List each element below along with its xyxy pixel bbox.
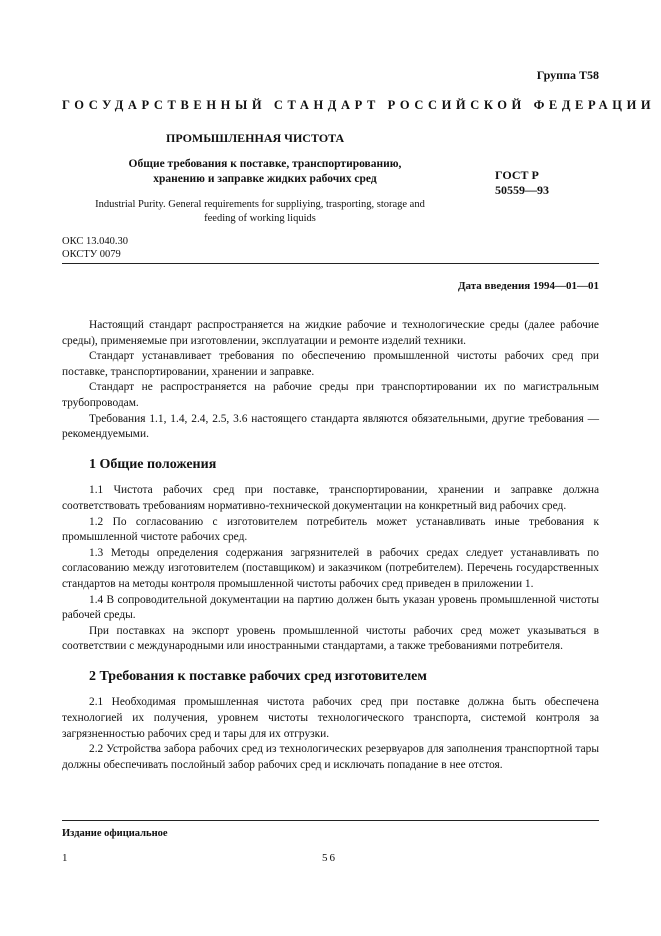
group-code: Группа Т58 <box>536 68 599 82</box>
edition-label: Издание официальное <box>62 828 168 839</box>
section-2-title: 2 Требования к поставке рабочих сред изготовителем <box>89 668 427 684</box>
intro-paragraph: Стандарт не распространяется на рабочие среды при транспортировании их по магистральным трубопроводам. <box>62 381 599 409</box>
document-topic: ПРОМЫШЛЕННАЯ ЧИСТОТА <box>166 131 345 145</box>
gost-code: 50559—93 <box>495 183 549 197</box>
okstu-code: ОКСТУ 0079 <box>62 249 121 260</box>
english-title-line-1: Industrial Purity. General requirements for suppliying, trasporting, storage and <box>95 199 425 210</box>
section-1-paragraph: 1.3 Методы определения содержания загрязнителей в рабочих средах следует устанавливать по согласованию между изготовителем (поставщиком) и заказчиком (потребителем). Перечень государственных стандартов на методы контроля промышленной чистоты рабочих сред приведен в приложении 1. <box>62 546 599 590</box>
page-number-center: 56 <box>322 852 337 864</box>
gost-label: ГОСТ Р <box>495 168 539 182</box>
subtitle-line-1: Общие требования к поставке, транспортированию, <box>128 158 402 170</box>
english-title-line-2: feeding of working liquids <box>204 213 316 224</box>
footer-divider <box>62 820 599 821</box>
section-1-paragraph: 1.1 Чистота рабочих сред при поставке, транспортировании, хранении и заправке должна соответствовать требованиям нормативно-технической документации на конкретный вид рабочих сред. <box>62 484 599 512</box>
section-1-paragraph: 1.2 По согласованию с изготовителем потребитель может устанавливать иные требования к промышленной чистоте рабочих сред. <box>62 515 599 544</box>
intro-paragraph: Стандарт устанавливает требования по обеспечению промышленной чистоты рабочих сред при поставке, транспортировании, хранении и заправке. <box>62 350 599 378</box>
gost-number <box>495 168 549 198</box>
oks-code: ОКС 13.040.30 <box>62 236 128 247</box>
classification-codes <box>62 235 128 261</box>
english-title <box>70 198 450 226</box>
intro-paragraph: Требования 1.1, 1.4, 2.4, 2.5, 3.6 настоящего стандарта являются обязательными, другие требования — рекомендуемыми. <box>62 412 599 441</box>
section-1-title: 1 Общие положения <box>89 456 217 472</box>
subtitle-line-2: хранению и заправке жидких рабочих сред <box>153 173 377 185</box>
header-divider <box>62 263 599 264</box>
section-2-paragraph: 2.2 Устройства забора рабочих сред из технологических резервуаров для заполнения транспортной тары должны обеспечивать послойный забор рабочих сред и исключать попадание в нее отстоя. <box>62 743 599 771</box>
document-body <box>62 318 599 773</box>
page-number-left: 1 <box>62 852 68 864</box>
intro-paragraph: Настоящий стандарт распространяется на жидкие рабочие и технологические среды (далее рабочие среды), применяемые при изготовлении, эксплуатации и ремонте изделий техники. <box>62 319 599 347</box>
section-2-paragraph: 2.1 Необходимая промышленная чистота рабочих сред при поставке должна быть обеспечена технологией их получения, уровнем чистоты технологического транспорта, системой контроля за загрязненностью рабочих сред и тары для их отгрузки. <box>62 696 599 740</box>
section-1-paragraph: 1.4 В сопроводительной документации на партию должен быть указан уровень промышленной чистоты рабочей среды. <box>62 593 599 622</box>
introduction-date: Дата введения 1994—01—01 <box>457 280 599 292</box>
section-1-paragraph: При поставках на экспорт уровень промышленной чистоты рабочих сред может указываться в соответствии с международными или иностранными стандартами, а также требованиями потребителя. <box>62 624 599 653</box>
document-subtitle <box>100 157 430 187</box>
state-standard-title: ГОСУДАРСТВЕННЫЙ СТАНДАРТ РОССИЙСКОЙ ФЕДЕРАЦИИ <box>62 98 656 112</box>
